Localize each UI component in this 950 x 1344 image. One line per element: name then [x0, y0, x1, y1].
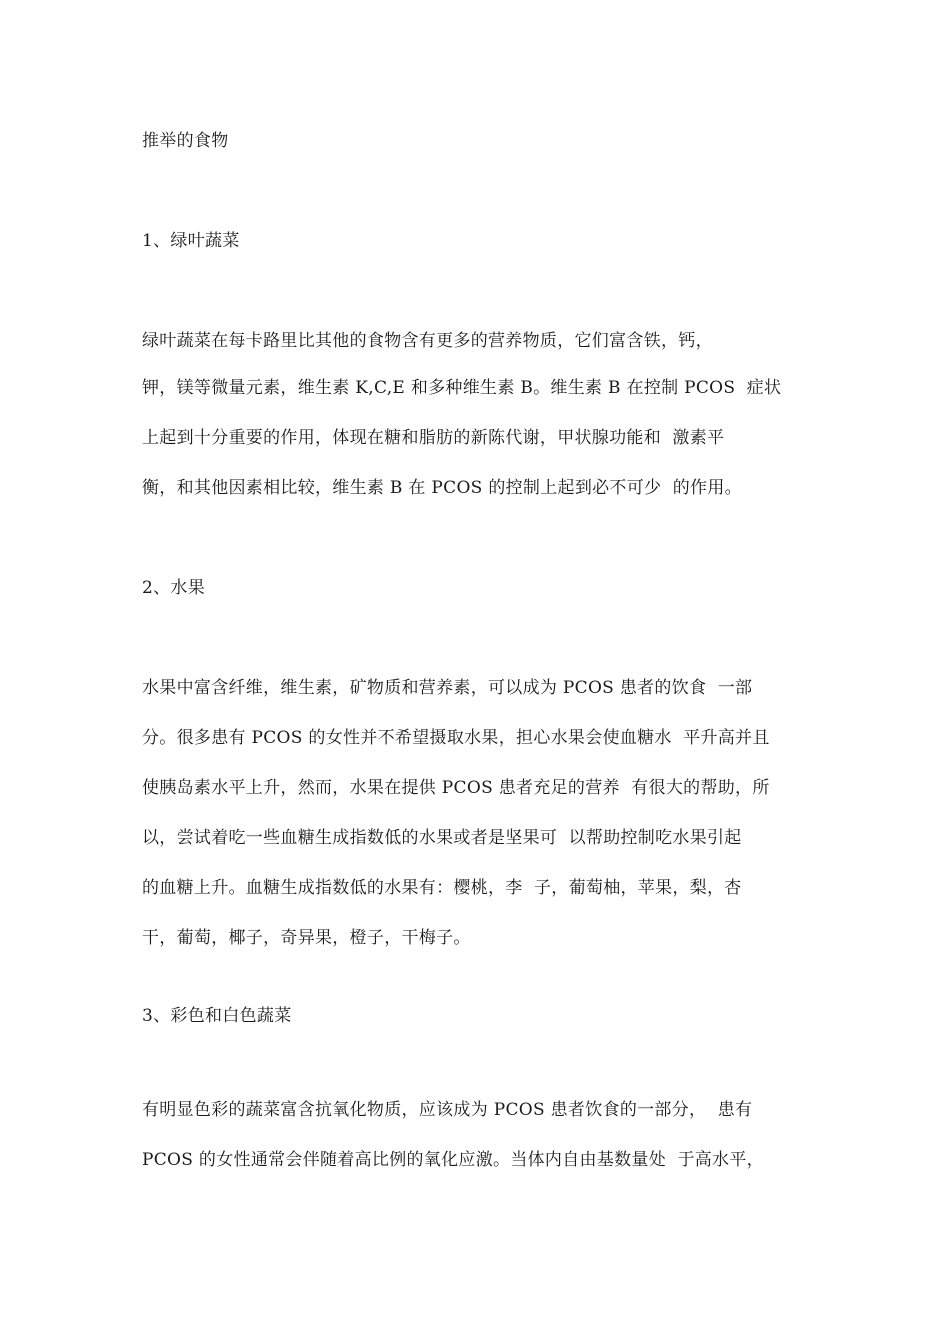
- paragraph-line: 有明显色彩的蔬菜富含抗氧化物质，应该成为 PCOS 患者饮食的一部分， 患有: [142, 1100, 753, 1120]
- page-title: 推举的食物: [142, 131, 229, 151]
- paragraph-line: 绿叶蔬菜在每卡路里比其他的食物含有更多的营养物质，它们富含铁，钙，: [142, 331, 713, 351]
- paragraph-line: 衡，和其他因素相比较，维生素 B 在 PCOS 的控制上起到必不可少 的作用。: [142, 478, 742, 498]
- paragraph-line: 水果中富含纤维，维生素，矿物质和营养素，可以成为 PCOS 患者的饮食 一部: [142, 678, 753, 698]
- section-heading: 2、水果: [142, 578, 206, 598]
- paragraph-line: 的血糖上升。血糖生成指数低的水果有：樱桃，李 子，葡萄柚，苹果，梨，杏: [142, 878, 742, 898]
- paragraph-line: 以，尝试着吃一些血糖生成指数低的水果或者是坚果可 以帮助控制吃水果引起: [142, 828, 742, 848]
- section-heading: 1、绿叶蔬菜: [142, 231, 240, 251]
- paragraph-line: 干，葡萄，椰子，奇异果，橙子，干梅子。: [142, 928, 471, 948]
- paragraph-line: 分。很多患有 PCOS 的女性并不希望摄取水果，担心水果会使血糖水 平升高并且: [142, 728, 770, 748]
- section-heading: 3、彩色和白色蔬菜: [142, 1006, 292, 1026]
- paragraph-line: PCOS 的女性通常会伴随着高比例的氧化应激。当体内自由基数量处 于高水平，: [142, 1150, 764, 1170]
- paragraph-line: 钾，镁等微量元素，维生素 K,C,E 和多种维生素 B。维生素 B 在控制 PCOS 症状: [142, 378, 782, 398]
- paragraph-line: 使胰岛素水平上升，然而，水果在提供 PCOS 患者充足的营养 有很大的帮助，所: [142, 778, 770, 798]
- paragraph-line: 上起到十分重要的作用，体现在糖和脂肪的新陈代谢，甲状腺功能和 激素平: [142, 428, 725, 448]
